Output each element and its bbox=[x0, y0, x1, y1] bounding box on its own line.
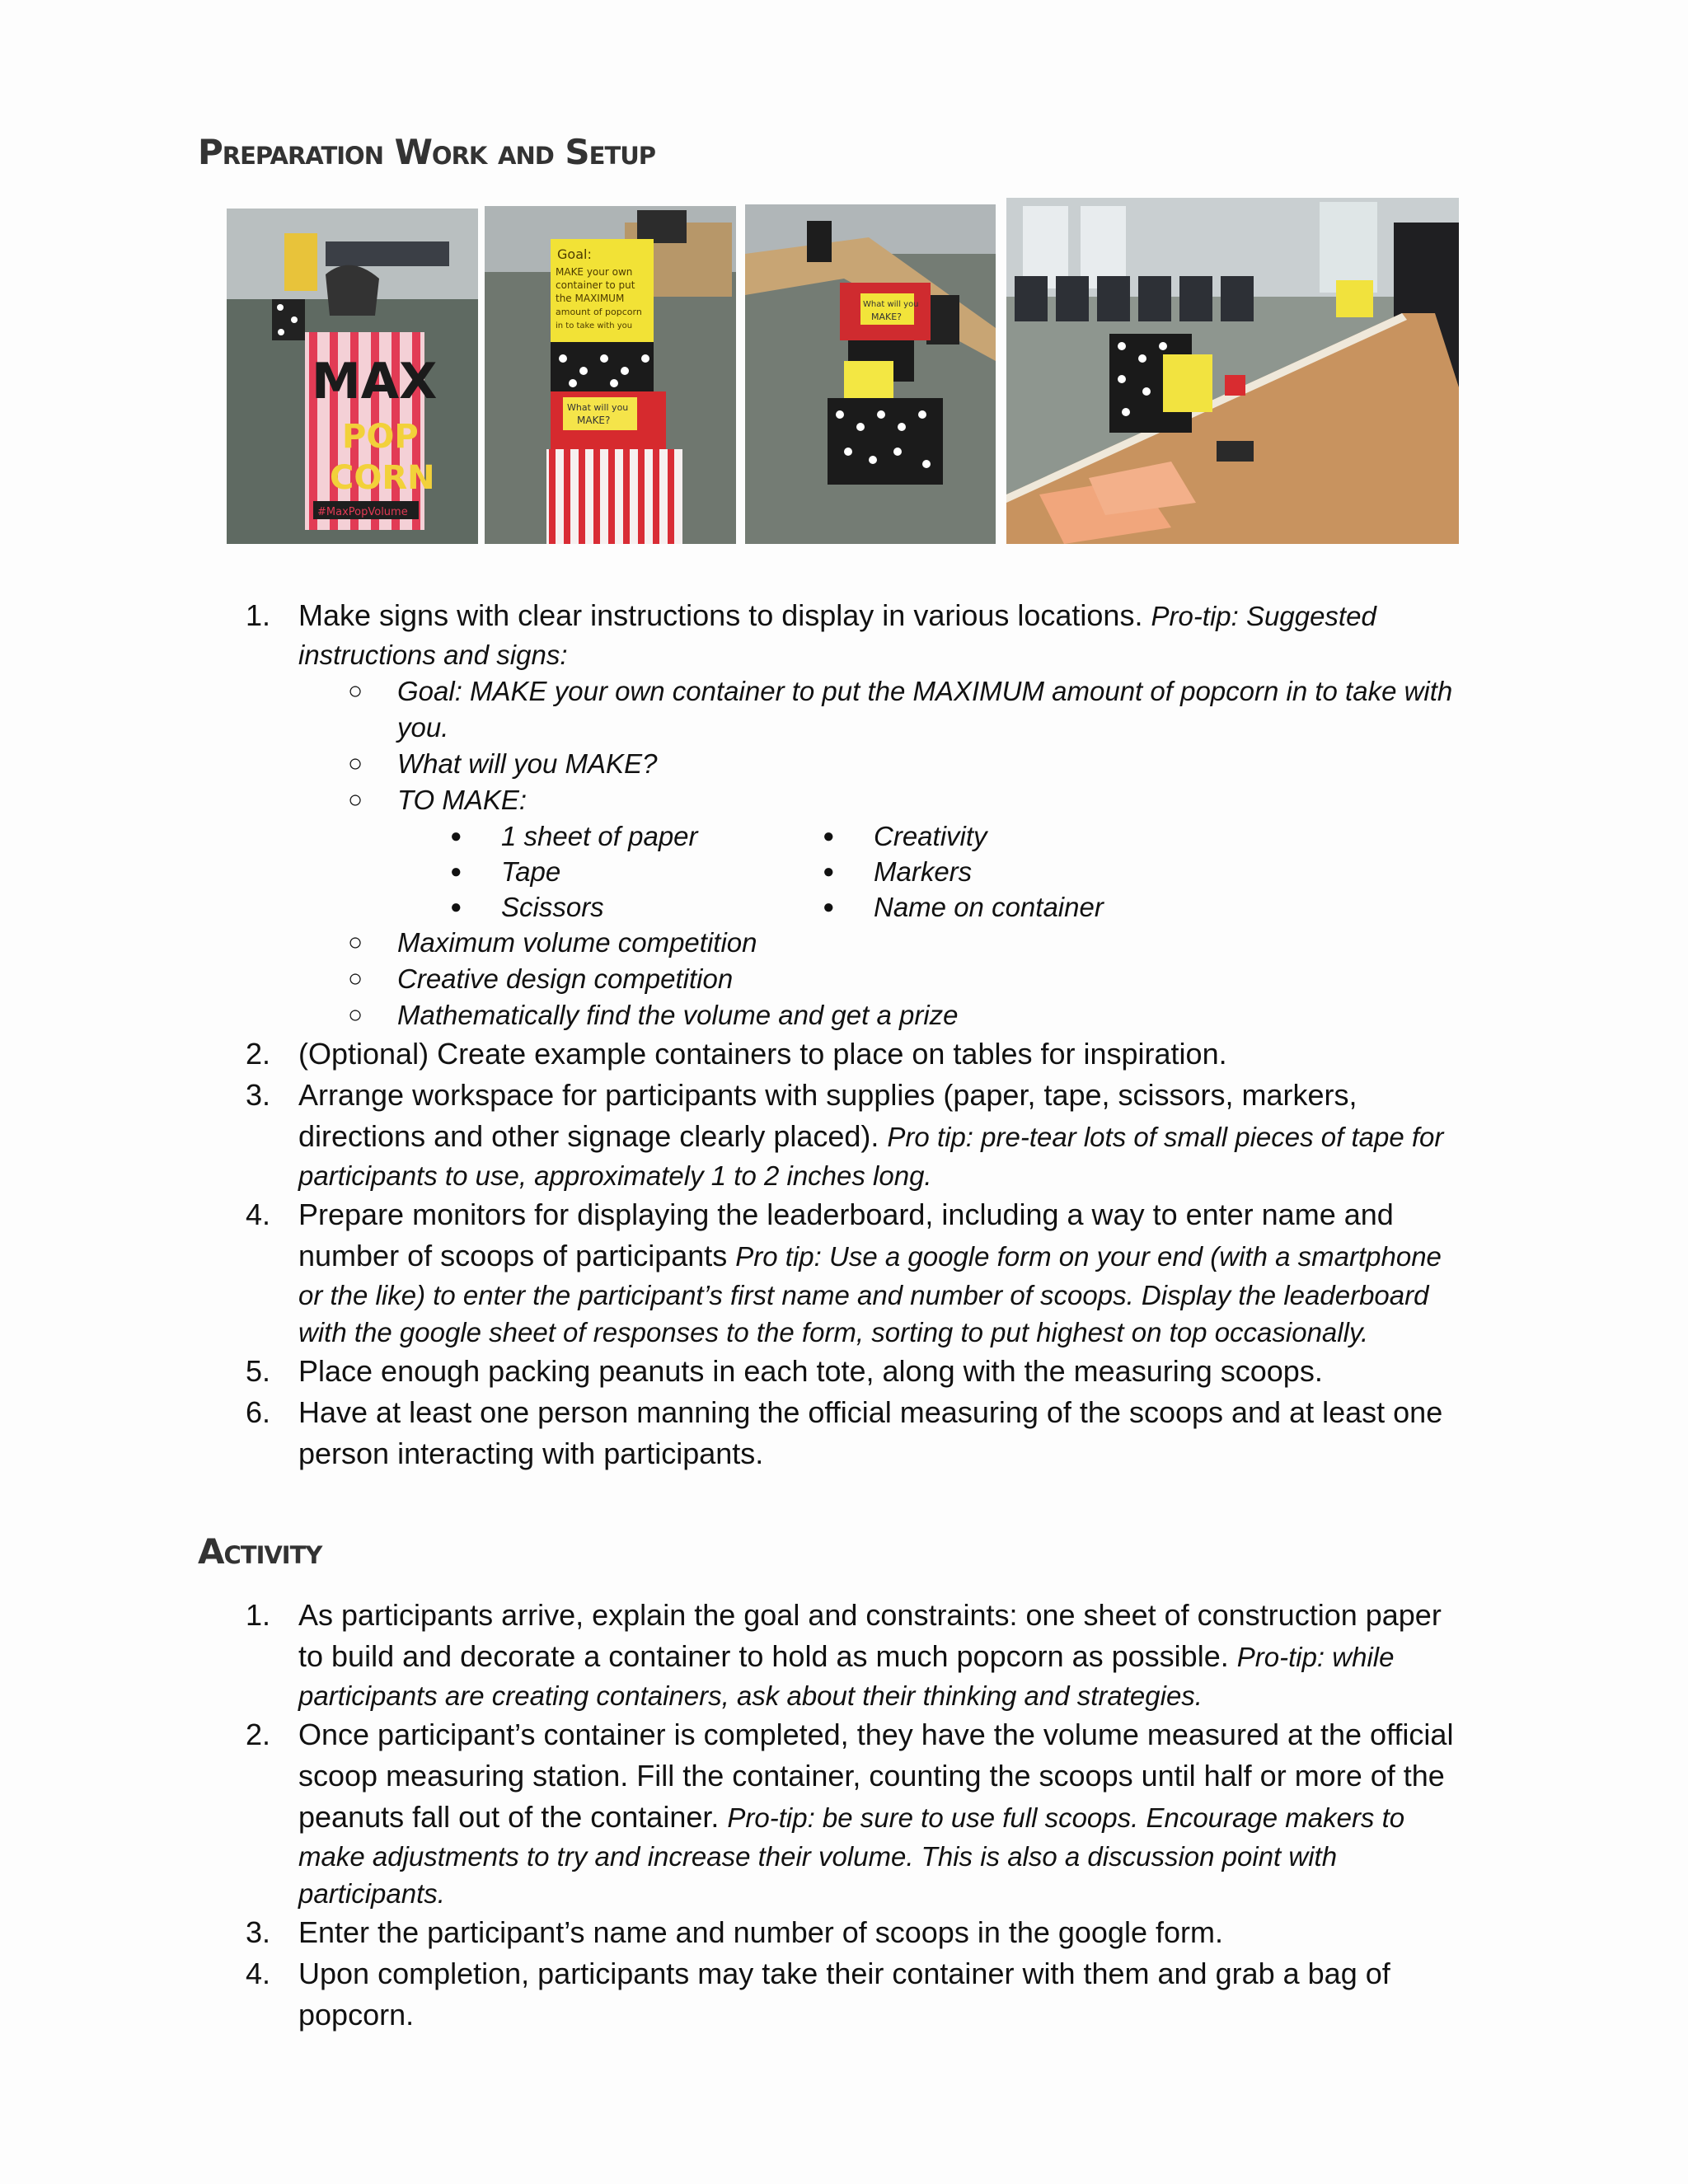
svg-text:POP: POP bbox=[342, 418, 419, 456]
list-item: ● Name on container bbox=[823, 892, 1104, 922]
svg-text:amount of popcorn: amount of popcorn bbox=[556, 307, 642, 317]
list-item bbox=[0, 1351, 1533, 1392]
pro-tip-continued: instructions and signs: bbox=[298, 640, 568, 670]
pro-tip-continued: participants to use, approximately 1 to 2 inches long. bbox=[298, 1160, 932, 1191]
step-text: (Optional) Create example containers to place on tables for inspiration. bbox=[298, 1037, 1227, 1071]
pro-tip-continued: participants are creating containers, ask about their thinking and strategies. bbox=[298, 1680, 1203, 1711]
pro-tip: Pro-tip: Suggested bbox=[1151, 601, 1376, 631]
svg-text:MAKE your own: MAKE your own bbox=[556, 266, 633, 278]
list-number: 4. bbox=[246, 1197, 271, 1231]
pro-tip-continued: participants. bbox=[298, 1878, 445, 1909]
step-text: Upon completion, participants may take their container with them and grab a bag of bbox=[298, 1957, 1390, 1990]
list-item bbox=[0, 1194, 1533, 1351]
to-make-columns bbox=[450, 818, 1533, 925]
list-number: 3. bbox=[246, 1915, 271, 1949]
list-item: ● Scissors bbox=[450, 892, 604, 922]
step-text: Enter the participant’s name and number of scoops in the google form. bbox=[298, 1915, 1223, 1949]
photo-strip bbox=[227, 198, 1459, 544]
sign-suggestions-list bbox=[298, 673, 1533, 1033]
list-item: ● Markers bbox=[823, 856, 973, 887]
polka-dot-boxes-photo bbox=[745, 204, 996, 544]
step-text: Prepare monitors for displaying the leaderboard, including a way to enter name and bbox=[298, 1197, 1394, 1231]
pro-tip: Pro tip: pre-tear lots of small pieces of tape for bbox=[887, 1122, 1444, 1152]
svg-text:MAKE?: MAKE? bbox=[871, 312, 903, 322]
to-make-column-1 bbox=[450, 818, 823, 925]
step-text: Make signs with clear instructions to display in various locations. bbox=[298, 598, 1151, 632]
svg-text:the MAXIMUM: the MAXIMUM bbox=[556, 293, 625, 304]
list-number: 2. bbox=[246, 1718, 271, 1751]
sign-item-math: ○ Mathematically find the volume and get a prize bbox=[348, 1000, 959, 1030]
list-item bbox=[0, 1595, 1533, 1714]
svg-text:CORN: CORN bbox=[330, 459, 435, 497]
stacked-boxes-goal-sign-photo bbox=[485, 206, 736, 544]
list-item bbox=[0, 1953, 1533, 2036]
pro-tip: Pro tip: Use a google form on your end (with a smartphone bbox=[735, 1241, 1442, 1272]
section-heading-preparation: Preparation Work and Setup bbox=[198, 132, 656, 172]
list-number: 4. bbox=[246, 1957, 271, 1990]
step-text: Have at least one person manning the official measuring of the scoops and at least one bbox=[298, 1395, 1443, 1429]
max-popcorn-sign-photo bbox=[227, 209, 478, 544]
list-item bbox=[0, 1912, 1533, 1953]
svg-text:container to put: container to put bbox=[556, 279, 635, 291]
step-text: Place enough packing peanuts in each tote, along with the measuring scoops. bbox=[298, 1354, 1323, 1388]
svg-text:Goal:: Goal: bbox=[557, 246, 592, 262]
activity-steps-list bbox=[0, 1595, 1533, 2036]
list-item bbox=[0, 1075, 1533, 1194]
step-text: number of scoops of participants bbox=[298, 1239, 736, 1272]
list-number: 3. bbox=[246, 1078, 271, 1112]
list-number: 1. bbox=[246, 1598, 271, 1632]
to-make-column-2 bbox=[823, 818, 1195, 925]
list-item bbox=[0, 1714, 1533, 1912]
sign-item-goal: ○ Goal: MAKE your own container to put the MAXIMUM amount of popcorn in to take with you. bbox=[348, 676, 1453, 743]
list-item: ● 1 sheet of paper bbox=[450, 821, 698, 851]
workspace-table-photo bbox=[1006, 198, 1459, 544]
step-text: scoop measuring station. Fill the container, counting the scoops until half or more of the bbox=[298, 1759, 1445, 1793]
step-text: peanuts fall out of the container. bbox=[298, 1800, 728, 1834]
section-heading-activity: Activity bbox=[198, 1531, 322, 1572]
list-number: 6. bbox=[246, 1395, 271, 1429]
svg-text:#MaxPopVolume: #MaxPopVolume bbox=[317, 506, 408, 518]
pro-tip: Pro-tip: be sure to use full scoops. Encourage makers to bbox=[727, 1802, 1405, 1833]
list-item bbox=[0, 1033, 1533, 1075]
list-number: 5. bbox=[246, 1354, 271, 1388]
sign-item-to-make: ○ TO MAKE: ● 1 sheet of paper ● Tape ● Scissors ● Creativity ● Markers ● Name on container bbox=[298, 782, 1533, 925]
step-text: Arrange workspace for participants with supplies (paper, tape, scissors, markers, bbox=[298, 1078, 1357, 1112]
list-item: ● Creativity bbox=[823, 821, 987, 851]
svg-text:MAKE?: MAKE? bbox=[577, 415, 611, 426]
list-item bbox=[0, 595, 1533, 1033]
step-text: As participants arrive, explain the goal and constraints: one sheet of construction paper bbox=[298, 1598, 1442, 1632]
svg-text:What will you: What will you bbox=[863, 300, 919, 309]
pro-tip: Pro-tip: while bbox=[1236, 1642, 1395, 1672]
list-item: ● Tape bbox=[450, 856, 561, 887]
step-text: directions and other signage clearly placed). bbox=[298, 1119, 888, 1153]
step-text: person interacting with participants. bbox=[298, 1436, 764, 1470]
sign-item-what: ○ What will you MAKE? bbox=[348, 748, 658, 779]
step-text: Once participant’s container is completed, they have the volume measured at the official bbox=[298, 1718, 1454, 1751]
step-text: popcorn. bbox=[298, 1998, 415, 2032]
svg-text:in to take with you: in to take with you bbox=[556, 321, 633, 330]
step-text: to build and decorate a container to hold as much popcorn as possible. bbox=[298, 1639, 1237, 1673]
pro-tip-continued: with the google sheet of responses to the form, sorting to put highest on top occasionally. bbox=[298, 1317, 1369, 1347]
list-number: 1. bbox=[246, 598, 271, 632]
sign-item-creative: ○ Creative design competition bbox=[348, 963, 734, 994]
list-number: 2. bbox=[246, 1037, 271, 1071]
pro-tip-continued: or the like) to enter the participant’s first name and number of scoops. Display the leaderboard bbox=[298, 1280, 1429, 1310]
preparation-steps-list bbox=[0, 595, 1533, 1474]
list-item bbox=[0, 1392, 1533, 1474]
svg-text:What will you: What will you bbox=[567, 402, 629, 413]
photo-sign-max: MAX bbox=[312, 353, 438, 410]
pro-tip-continued: make adjustments to try and increase their volume. This is also a discussion point with bbox=[298, 1841, 1338, 1872]
sign-item-max-volume: ○ Maximum volume competition bbox=[348, 927, 757, 958]
